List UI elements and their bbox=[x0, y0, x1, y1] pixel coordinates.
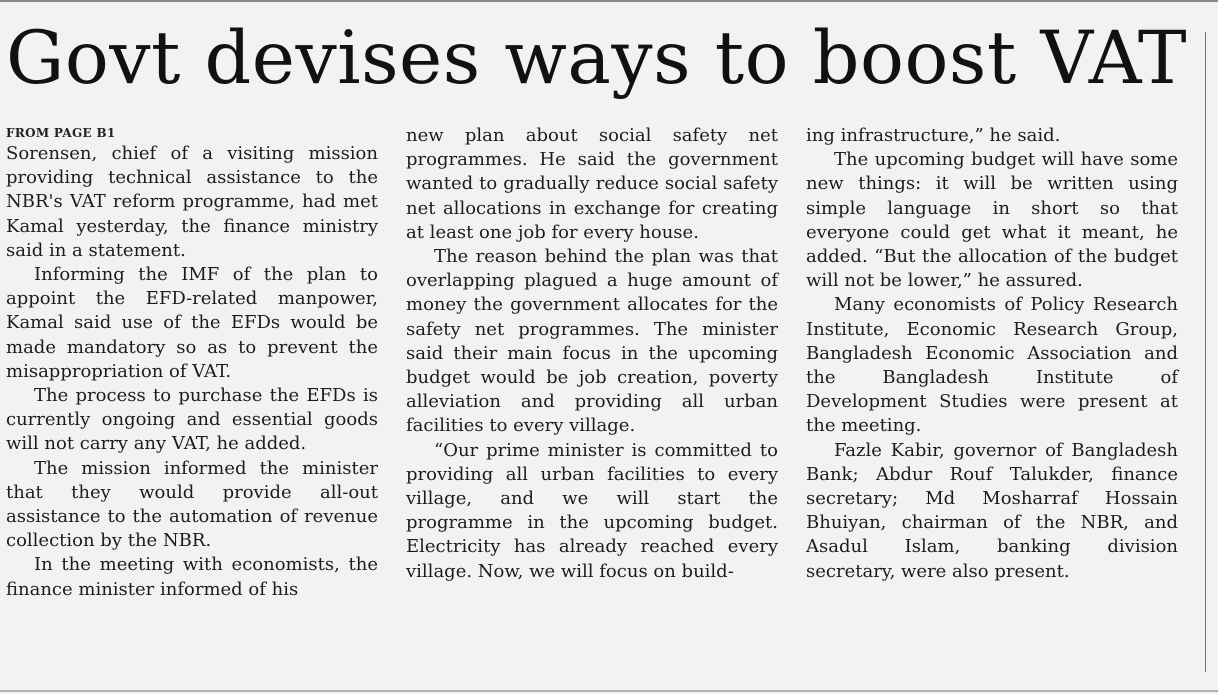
article-dateline: FROM PAGE B1 bbox=[6, 126, 116, 140]
paragraph: The reason behind the plan was that overlapping plagued a huge amount of money the government allocates for the safety net programmes. The minister said their main focus in the upcoming budget would be job creation, poverty alleviation and providing all urban facilities to every village. bbox=[406, 246, 778, 437]
article-column-2 bbox=[406, 124, 778, 584]
article-column-3 bbox=[806, 124, 1178, 584]
paragraph: ing infrastructure,” he said. bbox=[806, 125, 1061, 146]
paragraph: Informing the IMF of the plan to appoint the EFD-related manpower, Kamal said use of the EFDs would be made mandatory so as to prevent the misappropriation of VAT. bbox=[6, 264, 378, 382]
paragraph: The upcoming budget will have some new things: it will be written using simple language in short so that everyone could get what it meant, he added. “But the allocation of the budget will not be lower,” he assured. bbox=[806, 149, 1178, 292]
article-headline: Govt devises ways to boost VAT bbox=[6, 16, 1188, 101]
paragraph: Sorensen, chief of a visiting mission providing technical assistance to the NBR's VAT reform programme, had met Kamal yesterday, the finance ministry said in a statement. bbox=[6, 143, 378, 261]
top-rule bbox=[0, 0, 1218, 2]
paragraph: Fazle Kabir, governor of Bangladesh Bank; Abdur Rouf Talukder, finance secretary; Md Mosharraf Hossain Bhuiyan, chairman of the NBR, and Asadul Islam, banking division secretary, were also present. bbox=[806, 439, 1178, 582]
article-column-1 bbox=[6, 124, 378, 602]
paragraph: Many economists of Policy Research Institute, Economic Research Group, Bangladesh Economic Association and the Bangladesh Institute of Development Studies were present at the meeting. bbox=[806, 294, 1178, 437]
paragraph: The mission informed the minister that they would provide all-out assistance to the automation of revenue collection by the NBR. bbox=[6, 457, 378, 552]
paragraph: The process to purchase the EFDs is currently ongoing and essential goods will not carry any VAT, he added. bbox=[6, 385, 378, 455]
paragraph: “Our prime minister is committed to providing all urban facilities to every village, and we will start the programme in the upcoming budget. Electricity has already reached every village. Now, we will focus on build- bbox=[406, 439, 778, 582]
bottom-rule bbox=[0, 690, 1218, 692]
column-rule bbox=[1205, 32, 1206, 672]
paragraph: new plan about social safety net programmes. He said the government wanted to gradually reduce social safety net allocations in exchange for creating at least one job for every house. bbox=[406, 125, 778, 243]
paragraph: In the meeting with economists, the finance minister informed of his bbox=[6, 554, 378, 600]
